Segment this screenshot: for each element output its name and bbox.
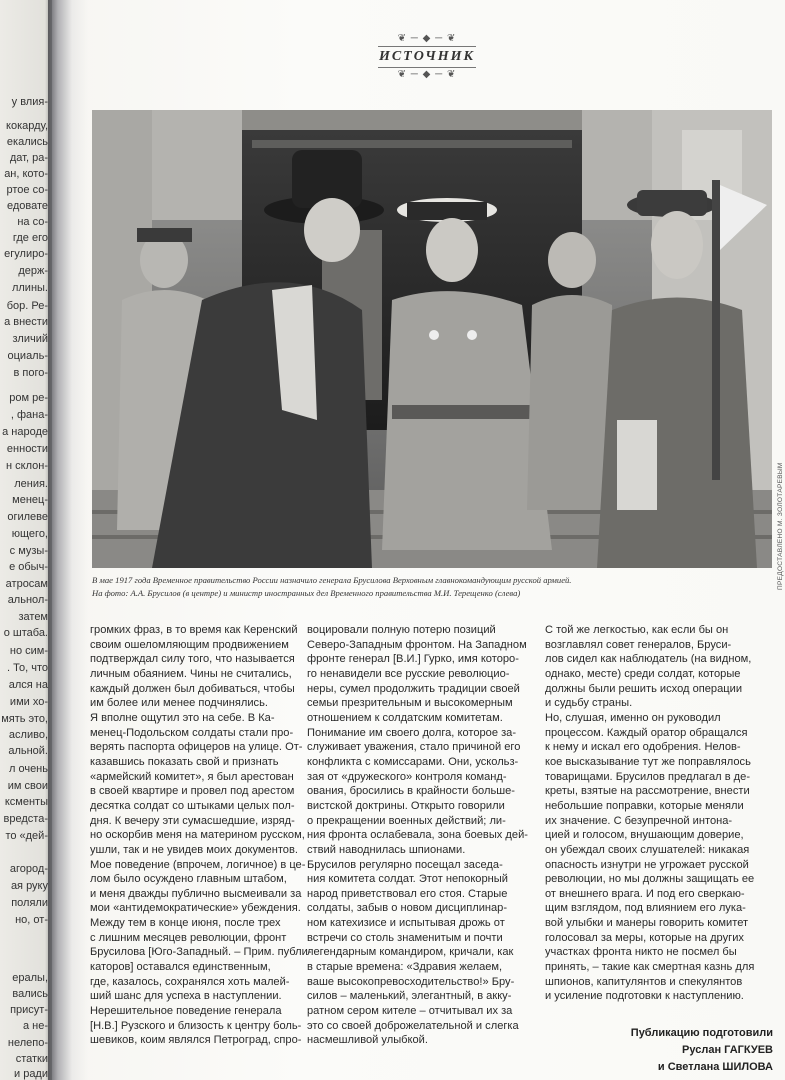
text-column-2 (307, 623, 529, 1048)
left-page-text-fragment: о штаба. (3, 627, 48, 639)
text-line: но оскорбив меня на материном русском, (90, 829, 305, 842)
text-line: подтверждал силу того, что называется (90, 653, 295, 666)
text-line: ратном сером кителе – отчитывал их за (307, 1005, 513, 1018)
text-line: опасность изнутри не угрожает русской (545, 858, 749, 871)
left-page-text-fragment: где его (12, 232, 48, 244)
left-page-text-fragment: а внести (4, 316, 48, 328)
text-line: ушли, так и не увидев моих документов. (90, 843, 298, 856)
photo-illustration (92, 110, 772, 568)
text-line: ствий наводнилась шпионами. (307, 843, 466, 856)
left-page-text-fragment: ром ре- (9, 392, 48, 404)
signature-line-1: Публикацию подготовили (630, 1027, 773, 1039)
text-line: от внешнего врага. И под его сверкаю- (545, 887, 745, 900)
text-line: и меня дважды публично высмеивали за (90, 887, 302, 900)
text-line: Нерешительное поведение генерала (90, 1005, 282, 1018)
text-line: «армейский комитет», я был арестован (90, 770, 294, 783)
text-line: процессом. Каждый оратор обращался (545, 726, 748, 739)
left-page-text-fragment: у влия- (11, 96, 48, 108)
text-line: с лишним месяцев революции, фронт (90, 931, 287, 944)
text-line: в своей квартире и провел под арестом (90, 785, 295, 798)
left-page-text-fragment: вредста- (3, 813, 48, 825)
left-page-text-fragment: и ради (14, 1068, 48, 1080)
left-page-text-fragment: альной. (8, 745, 48, 757)
text-line: зая от «дружеского» контроля команд- (307, 770, 507, 783)
text-line: вой улыбки и манеры говорить комитет (545, 917, 749, 930)
text-line: ном катехизисе и испытывая дрожь от (307, 917, 505, 930)
text-line: солдаты, забыв о новом дисциплинар- (307, 902, 508, 915)
left-page-text-fragment: , фана- (10, 409, 48, 421)
text-line: Брусилов регулярно посещал заседа- (307, 858, 503, 871)
text-line: Северо-Западным фронтом. На Западном (307, 638, 527, 651)
left-page-text-fragment: ая руку (10, 880, 48, 892)
text-line: им более или менее подчинялись. (90, 697, 268, 710)
left-page-text-fragment: ими хо- (9, 696, 48, 708)
text-line: ший шанс для успеха в наступлении. (90, 990, 282, 1003)
text-line: лов сидел как наблюдатель (на видном, (545, 653, 752, 666)
text-line: дня. К вечеру эти сумасшедшие, изряд- (90, 814, 295, 827)
text-line: Брусилова [Юго-Западный. – Прим. публи- (90, 946, 312, 959)
left-page-text-fragment: ался на (8, 679, 48, 691)
header-ornament-top: ❦ ─ ◆ ─ ❦ (397, 33, 457, 44)
text-line: креты, взятые на рассмотрение, внести (545, 785, 750, 798)
text-line: народ приветствовал его стоя. Старые (307, 887, 508, 900)
text-line: ния фронта ослабевала, зона боевых дей- (307, 829, 528, 842)
text-line: силов – маленький, элегантный, в акку- (307, 990, 512, 1003)
text-line: небольшие поправки, которые меняли (545, 799, 744, 812)
left-page-text-fragment: им свои (7, 780, 48, 792)
left-page-text-fragment: но, от- (15, 914, 48, 926)
historical-photo (92, 110, 772, 568)
text-line: казавшись показать свой и признать (90, 755, 279, 768)
text-line: встречи со столь знаменитым и почти (307, 931, 503, 944)
left-page-text-fragment: ералы, (12, 972, 48, 984)
text-line: их значение. С безупречной интона- (545, 814, 733, 827)
left-page-text-fragment: н склон- (6, 460, 48, 472)
text-column-3 (545, 623, 773, 1004)
header-ornament-bottom: ❦ ─ ◆ ─ ❦ (397, 69, 457, 80)
left-page-text-fragment: ксменты (4, 796, 48, 808)
left-page-text-fragment: а не- (22, 1020, 48, 1032)
header-rule-bottom (378, 67, 476, 68)
left-page-text-fragment: затем (18, 611, 48, 623)
left-page-text-fragment: дат, ра- (9, 152, 48, 164)
text-line: Понимание им своего долга, которое за- (307, 726, 517, 739)
section-header (372, 34, 482, 80)
photo-credit (777, 440, 785, 590)
left-page-text-fragment: бор. Ре- (6, 300, 48, 312)
text-line: го ненавидели все русские революцио- (307, 667, 510, 680)
left-page-text-fragment: поляли (11, 897, 48, 909)
left-page-text-fragment: е обыч- (9, 561, 48, 573)
text-line: революции, но мы должны защищать ее (545, 873, 755, 886)
text-line: участках фронта никто не посмел бы (545, 946, 737, 959)
text-line: С той же легкостью, как если бы он (545, 624, 729, 636)
text-line: верять паспорта офицеров на улице. От- (90, 741, 303, 754)
text-line: это со своей доброжелательной и слегка (307, 1019, 519, 1032)
text-line: Мое поведение (впрочем, логичное) в це- (90, 858, 306, 871)
photo-caption (92, 574, 772, 600)
text-line: воцировали полную потерю позиций (307, 624, 496, 636)
text-line: где, казалось, сохранялся хоть малей- (90, 975, 290, 988)
left-page-text-fragment: едовате (6, 200, 48, 212)
left-page-text-fragment: мять это, (1, 713, 48, 725)
text-line: кое высказывание тут же поправлялось (545, 755, 751, 768)
left-page-text-fragment: менец- (12, 494, 48, 506)
caption-line-1: В мае 1917 года Временное правительство России назначило генерала Брусилова Верховным главнокомандующим русской армией. (92, 575, 572, 585)
text-line: фронте генерал [В.И.] Гурко, имя которо- (307, 653, 519, 666)
caption-line-2: На фото: А.А. Брусилов (в центре) и министр иностранных дел Временного правительства М.И. Терещенко (слева) (92, 588, 521, 598)
text-line: щим взглядом, под влиянием его лука- (545, 902, 746, 915)
text-column-1 (90, 623, 312, 1048)
text-line: легендарным командиром, кричали, как (307, 946, 514, 959)
text-line: шевиков, коим являлся Петроград, спро- (90, 1034, 302, 1047)
text-line: [Н.В.] Рузского и близость к центру боль- (90, 1019, 302, 1032)
text-line: возглавлял совет генералов, Бруси- (545, 638, 732, 651)
left-page-text-fragment: вались (12, 988, 48, 1000)
text-line: и судьбу страны. (545, 697, 633, 710)
left-page-text-fragment: на со- (17, 216, 48, 228)
left-page-text-fragment: ллины. (11, 282, 48, 294)
left-page-text-fragment: присут- (10, 1004, 48, 1016)
text-line: шпионов, капитулянтов и спекулянтов (545, 975, 743, 988)
text-line: Между тем в конце июня, после трех (90, 917, 281, 930)
text-line: неры, сумел продолжить традиции своей (307, 682, 520, 695)
signature-author-2: и Светлана ШИЛОВА (657, 1061, 773, 1073)
left-page-text-fragment: ления. (14, 478, 48, 490)
left-page-text-fragment: . То, что (7, 662, 48, 674)
text-line: ния комитета солдат. Этот непокорный (307, 873, 508, 886)
text-line: служивает уважения, стало причиной его (307, 741, 521, 754)
text-line: лом было осуждено главным штабом, (90, 873, 287, 886)
signature-author-1: Руслан ГАГКУЕВ (682, 1044, 773, 1056)
left-page-text-fragment: агород- (9, 863, 48, 875)
text-line: должны были решить исход операции (545, 682, 743, 695)
left-page-text-fragment: екались (6, 136, 48, 148)
left-page-text-fragment: нелепо- (7, 1037, 48, 1049)
left-page-text-fragment: альнол- (7, 594, 48, 606)
text-line: вистской доктрины. Открыто говорили (307, 799, 505, 812)
text-line: голосовал за меры, которые на других (545, 931, 744, 944)
left-page-text-fragment: ющего, (11, 528, 48, 540)
left-page-text-fragment: держ- (18, 265, 48, 277)
left-page-text-fragment: зличий (12, 333, 48, 345)
left-page-text-fragment: кокарду, (6, 120, 48, 132)
book-gutter-shadow (48, 0, 88, 1080)
text-line: конфликта с комиссарами. Они, ускольз- (307, 755, 519, 768)
text-line: каждый должен был добиваться, чтобы (90, 682, 295, 695)
text-line: насмешливой улыбкой. (307, 1034, 428, 1047)
text-line: громких фраз, в то время как Керенский (90, 624, 298, 636)
left-page-text-fragment: ртое со- (6, 184, 48, 196)
photo-credit-text: ПРЕДОСТАВЛЕНО М. ЗОЛОТАРЕВЫМ (777, 462, 784, 590)
text-line: десятка солдат со штыками целых пол- (90, 799, 295, 812)
text-line: своим ошеломляющим продвижением (90, 638, 289, 651)
text-line: семьи презрительным и высокомерным (307, 697, 513, 710)
left-page-text-fragment: асливо, (8, 729, 48, 741)
text-line: Я вполне ощутил это на себе. В Ка- (90, 711, 275, 724)
left-page-text-fragment: ан, кото- (4, 168, 48, 180)
left-page-text-fragment: статки (15, 1053, 48, 1065)
text-line: товарищами. Брусилов предлагал в де- (545, 770, 751, 783)
left-page-text-fragment: енности (6, 443, 48, 455)
text-line: в старые времена: «Здравия желаем, (307, 961, 503, 974)
text-line: Но, слушая, именно он руководил (545, 711, 721, 724)
text-line: однако, месте) среди солдат, которые (545, 667, 741, 680)
left-page-text-fragment: егулиро- (4, 248, 48, 260)
left-page-text-fragment: в пого- (13, 367, 48, 379)
left-page-text-fragment: оциаль- (7, 350, 48, 362)
text-line: мои «антидемократические» убеждения. (90, 902, 301, 915)
text-line: ваше высокопревосходительство!» Бру- (307, 975, 515, 988)
text-line: и усиление подготовки к наступлению. (545, 990, 744, 1003)
left-page-text-fragment: а народе (2, 426, 48, 438)
left-page-text-fragment: огилеве (7, 511, 48, 523)
left-page-edge (0, 0, 52, 1080)
text-line: каторов] оставался единственным, (90, 961, 271, 974)
text-line: личным обаянием. Чины не считались, (90, 667, 292, 680)
text-line: цией и голосом, внушающим доверие, (545, 829, 744, 842)
left-page-text-fragment: то «дей- (5, 830, 48, 842)
left-page-text-fragment: с музы- (9, 545, 48, 557)
text-line: ования, бросились в крайности больше- (307, 785, 515, 798)
text-line: менец-Подольском солдаты стали про- (90, 726, 294, 739)
text-line: принять, – такие как смертная казнь для (545, 961, 755, 974)
left-page-text-fragment: атросам (5, 578, 48, 590)
section-title: ИСТОЧНИК (378, 49, 476, 64)
text-line: он убеждал своих слушателей: никакая (545, 843, 750, 856)
left-page-text-fragment: но сим- (9, 645, 48, 657)
text-line: отношением к солдатским комитетам. (307, 711, 503, 724)
left-page-text-fragment: л очень (8, 763, 48, 775)
text-line: о прекращении военных действий; ли- (307, 814, 506, 827)
header-rule-top (378, 46, 476, 47)
text-line: к нему и искал его одобрения. Нелов- (545, 741, 741, 754)
